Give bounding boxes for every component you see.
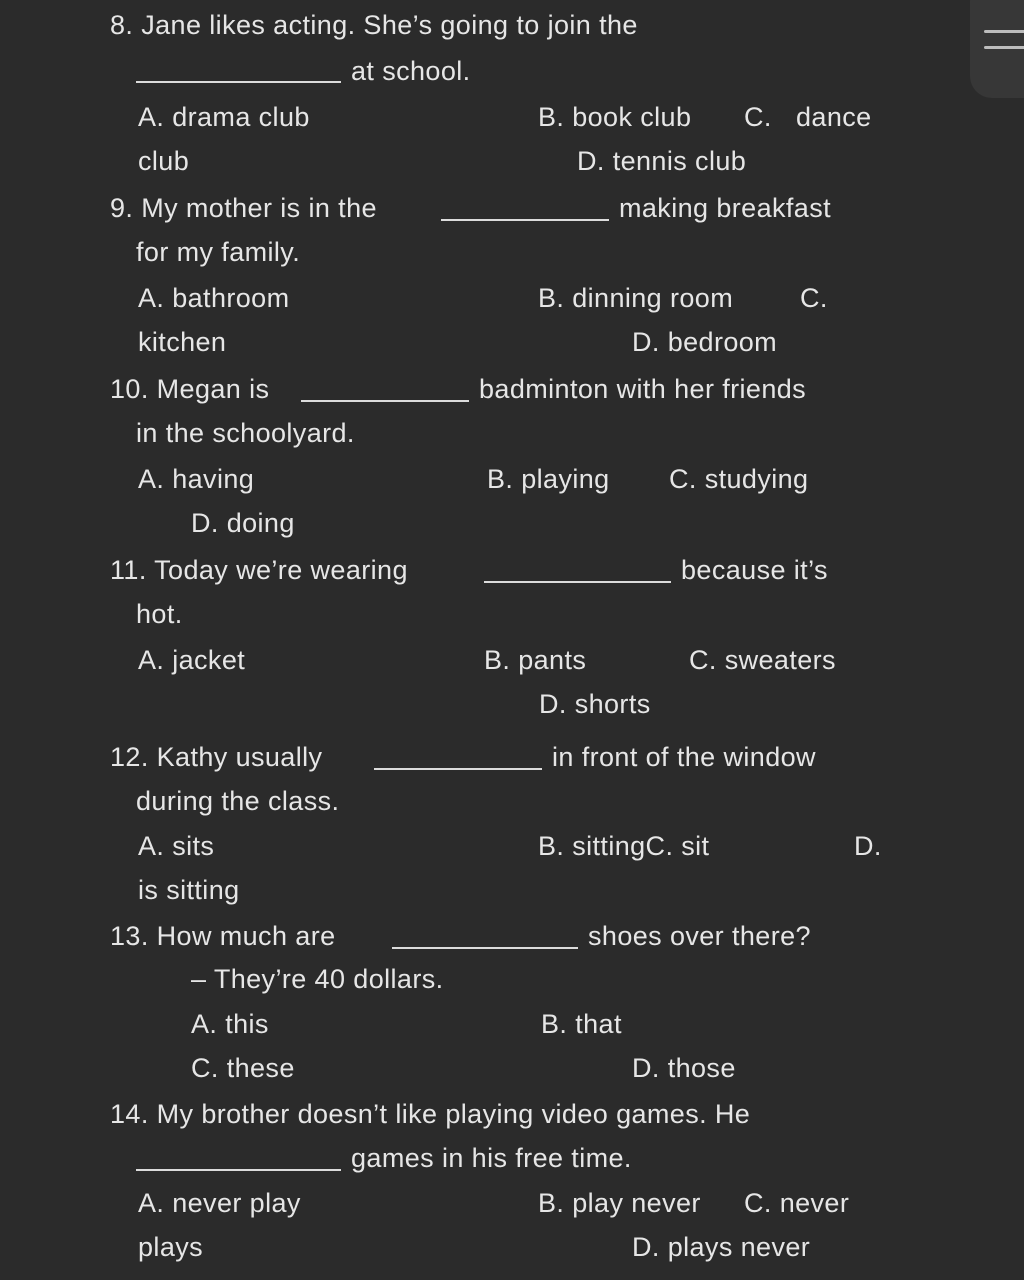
question-text: at school. xyxy=(351,56,471,86)
option-d-text: is sitting xyxy=(138,875,240,905)
answer-blank xyxy=(136,1169,341,1171)
answer-blank xyxy=(301,400,469,402)
option-a: A. this xyxy=(191,1009,269,1039)
answer-blank xyxy=(136,81,341,83)
option-d: D. shorts xyxy=(539,689,651,719)
option-a: A. jacket xyxy=(138,645,246,675)
option-c-text: kitchen xyxy=(138,327,227,357)
question-text-line2: in the schoolyard. xyxy=(136,418,355,448)
menu-button[interactable] xyxy=(970,0,1024,98)
question-text-cont: shoes over there? xyxy=(588,921,811,951)
option-c-label: C. xyxy=(744,102,772,132)
question-text: 13. How much are xyxy=(110,921,336,951)
question-text: 11. Today we’re wearing xyxy=(110,555,408,585)
option-a: A. bathroom xyxy=(138,283,290,313)
option-c: C. studying xyxy=(669,464,809,494)
option-c: C. never xyxy=(744,1188,850,1218)
answer-blank xyxy=(484,581,671,583)
option-b-c: B. sittingC. sit xyxy=(538,831,710,861)
answer-line: – They’re 40 dollars. xyxy=(191,964,444,994)
question-text-line2: hot. xyxy=(136,599,183,629)
question-text: 8. Jane likes acting. She’s going to join the xyxy=(110,10,638,40)
question-text-cont: in front of the window xyxy=(552,742,816,772)
question-text: 12. Kathy usually xyxy=(110,742,323,772)
option-d: D. bedroom xyxy=(632,327,778,357)
question-text-cont: making breakfast xyxy=(619,193,831,223)
option-a: A. sits xyxy=(138,831,215,861)
option-d: D. doing xyxy=(191,508,295,538)
question-text-cont: because it’s xyxy=(681,555,828,585)
option-d-label: D. xyxy=(854,831,882,861)
answer-blank xyxy=(441,219,609,221)
option-c-text-cont: plays xyxy=(138,1232,204,1262)
question-text-line2: games in his free time. xyxy=(351,1143,632,1173)
option-d: D. those xyxy=(632,1053,736,1083)
option-d: D. plays never xyxy=(632,1232,811,1262)
option-a: A. having xyxy=(138,464,255,494)
option-a: A. never play xyxy=(138,1188,301,1218)
question-text-cont: badminton with her friends xyxy=(479,374,807,404)
option-b: B. book club xyxy=(538,102,692,132)
question-text: 10. Megan is xyxy=(110,374,270,404)
option-b: B. play never xyxy=(538,1188,701,1218)
question-text-line2: during the class. xyxy=(136,786,340,816)
option-d: D. tennis club xyxy=(577,146,747,176)
question-text: 9. My mother is in the xyxy=(110,193,377,223)
option-a: A. drama club xyxy=(138,102,310,132)
option-c-label: C. xyxy=(800,283,828,313)
option-b: B. playing xyxy=(487,464,610,494)
question-text-line2: for my family. xyxy=(136,237,301,267)
option-b: B. dinning room xyxy=(538,283,734,313)
answer-blank xyxy=(392,947,578,949)
option-b: B. pants xyxy=(484,645,587,675)
option-c: C. these xyxy=(191,1053,295,1083)
option-c: C. sweaters xyxy=(689,645,836,675)
option-c-text-cont: club xyxy=(138,146,190,176)
option-b: B. that xyxy=(541,1009,622,1039)
option-c-text: dance xyxy=(796,102,872,132)
answer-blank xyxy=(374,768,542,770)
question-text: 14. My brother doesn’t like playing video games. He xyxy=(110,1099,751,1129)
